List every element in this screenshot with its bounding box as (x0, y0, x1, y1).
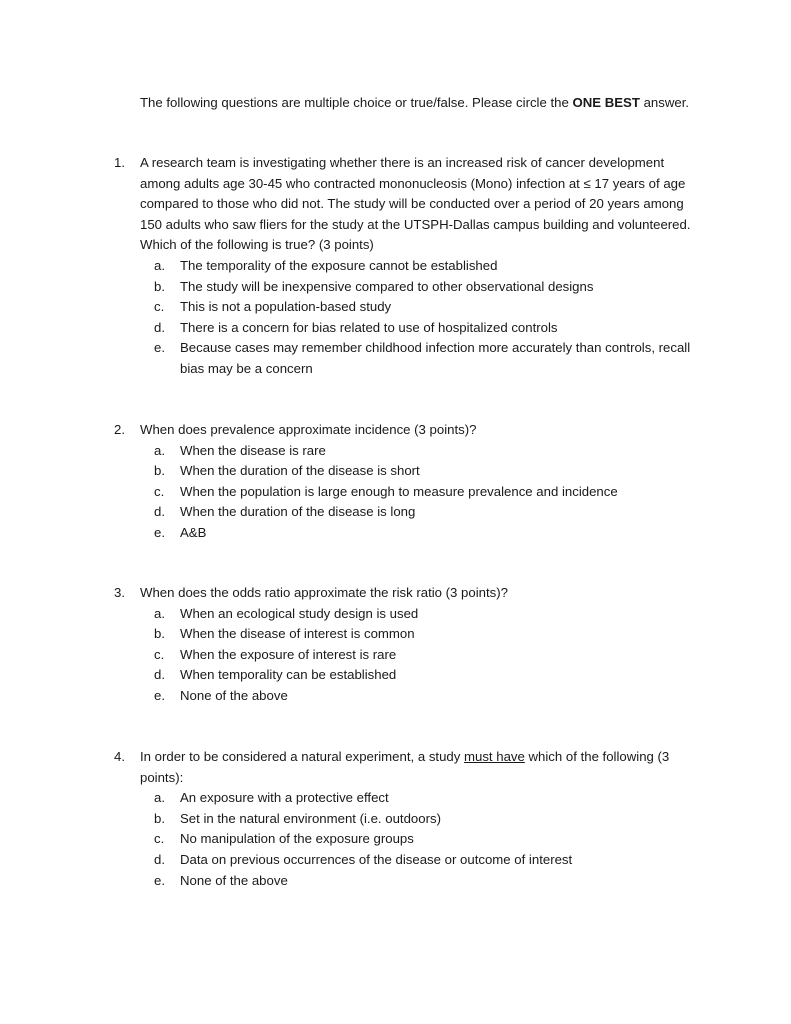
option-letter: b. (154, 278, 165, 294)
option-text: When the disease of interest is common (180, 626, 415, 642)
option-text: No manipulation of the exposure groups (180, 831, 414, 847)
question-4 (114, 747, 704, 891)
option-text: A&B (180, 524, 207, 540)
question-text (140, 747, 704, 788)
question-text: When does prevalence approximate incidence (3 points)? (140, 422, 477, 437)
answer-option-d[interactable] (154, 502, 704, 523)
answer-option-e[interactable] (154, 686, 704, 707)
option-text: The temporality of the exposure cannot be established (180, 257, 498, 273)
answer-option-e[interactable] (154, 871, 704, 892)
underlined-phrase: must have (464, 749, 525, 764)
option-letter: c. (154, 646, 165, 662)
answer-option-b[interactable] (154, 809, 704, 830)
answer-option-e[interactable] (154, 523, 704, 544)
question-1 (114, 153, 704, 380)
option-letter: e. (154, 872, 165, 888)
question-text: A research team is investigating whether there is an increased risk of cancer development among adults age 30-45 who contracted mononucleosis (Mono) infection at ≤ 17 years of age compared to those who did not. The study will be conducted over a period of 20 years among 150 adults who saw fliers for the study at the UTSPH-Dallas campus building and volunteered. Which of the following is true? (3 points) (140, 155, 691, 253)
answer-option-c[interactable] (154, 297, 704, 318)
option-text: Data on previous occurrences of the disease or outcome of interest (180, 851, 573, 867)
answer-option-c[interactable] (154, 645, 704, 666)
option-letter: a. (154, 257, 165, 273)
option-text: This is not a population-based study (180, 299, 392, 315)
option-text: When the duration of the disease is short (180, 463, 420, 479)
question-number: 3. (114, 585, 125, 600)
option-letter: b. (154, 463, 165, 479)
answer-option-a[interactable] (154, 256, 704, 277)
option-text: None of the above (180, 687, 288, 703)
option-letter: a. (154, 605, 165, 621)
option-text: An exposure with a protective effect (180, 790, 389, 806)
question-number: 2. (114, 422, 125, 437)
answer-option-d[interactable] (154, 665, 704, 686)
option-text: When temporality can be established (180, 667, 397, 683)
option-text: Set in the natural environment (i.e. outdoors) (180, 810, 441, 826)
option-letter: e. (154, 524, 165, 540)
option-letter: d. (154, 667, 165, 683)
instructions-emphasis: ONE BEST (572, 95, 640, 110)
answer-option-b[interactable] (154, 277, 704, 298)
answer-option-c[interactable] (154, 482, 704, 503)
answer-option-c[interactable] (154, 829, 704, 850)
option-letter: c. (154, 831, 165, 847)
option-letter: e. (154, 340, 165, 356)
option-text: When an ecological study design is used (180, 605, 419, 621)
option-letter: b. (154, 810, 165, 826)
answer-option-d[interactable] (154, 318, 704, 339)
option-letter: a. (154, 442, 165, 458)
option-letter: d. (154, 851, 165, 867)
instructions (140, 93, 700, 114)
option-letter: e. (154, 687, 165, 703)
instructions-text: The following questions are multiple choice or true/false. Please circle the (140, 95, 573, 110)
answer-options (114, 604, 704, 707)
question-text-end: which of the following (3 points): (140, 749, 670, 785)
answer-options (114, 788, 704, 891)
option-text: Because cases may remember childhood infection more accurately than controls, recall bias may be a concern (180, 340, 691, 376)
option-letter: a. (154, 790, 165, 806)
question-number: 4. (114, 749, 125, 764)
option-text: None of the above (180, 872, 288, 888)
option-letter: c. (154, 299, 165, 315)
question-2 (114, 420, 704, 544)
option-text: When the population is large enough to measure prevalence and incidence (180, 483, 618, 499)
option-letter: d. (154, 319, 165, 335)
option-letter: c. (154, 483, 165, 499)
answer-option-b[interactable] (154, 461, 704, 482)
question-text-start: In order to be considered a natural experiment, a study (140, 749, 465, 764)
instructions-end: answer. (639, 95, 690, 110)
question-3 (114, 583, 704, 707)
answer-options (114, 441, 704, 544)
option-letter: b. (154, 626, 165, 642)
answer-option-a[interactable] (154, 788, 704, 809)
answer-options (114, 256, 704, 380)
question-text: When does the odds ratio approximate the risk ratio (3 points)? (140, 585, 508, 600)
option-text: When the duration of the disease is long (180, 504, 416, 520)
option-text: When the disease is rare (180, 442, 326, 458)
answer-option-a[interactable] (154, 441, 704, 462)
option-text: There is a concern for bias related to use of hospitalized controls (180, 319, 558, 335)
answer-option-a[interactable] (154, 604, 704, 625)
answer-option-b[interactable] (154, 624, 704, 645)
option-text: When the exposure of interest is rare (180, 646, 397, 662)
option-letter: d. (154, 504, 165, 520)
question-number: 1. (114, 155, 125, 170)
option-text: The study will be inexpensive compared to other observational designs (180, 278, 594, 294)
answer-option-d[interactable] (154, 850, 704, 871)
answer-option-e[interactable] (154, 338, 704, 379)
